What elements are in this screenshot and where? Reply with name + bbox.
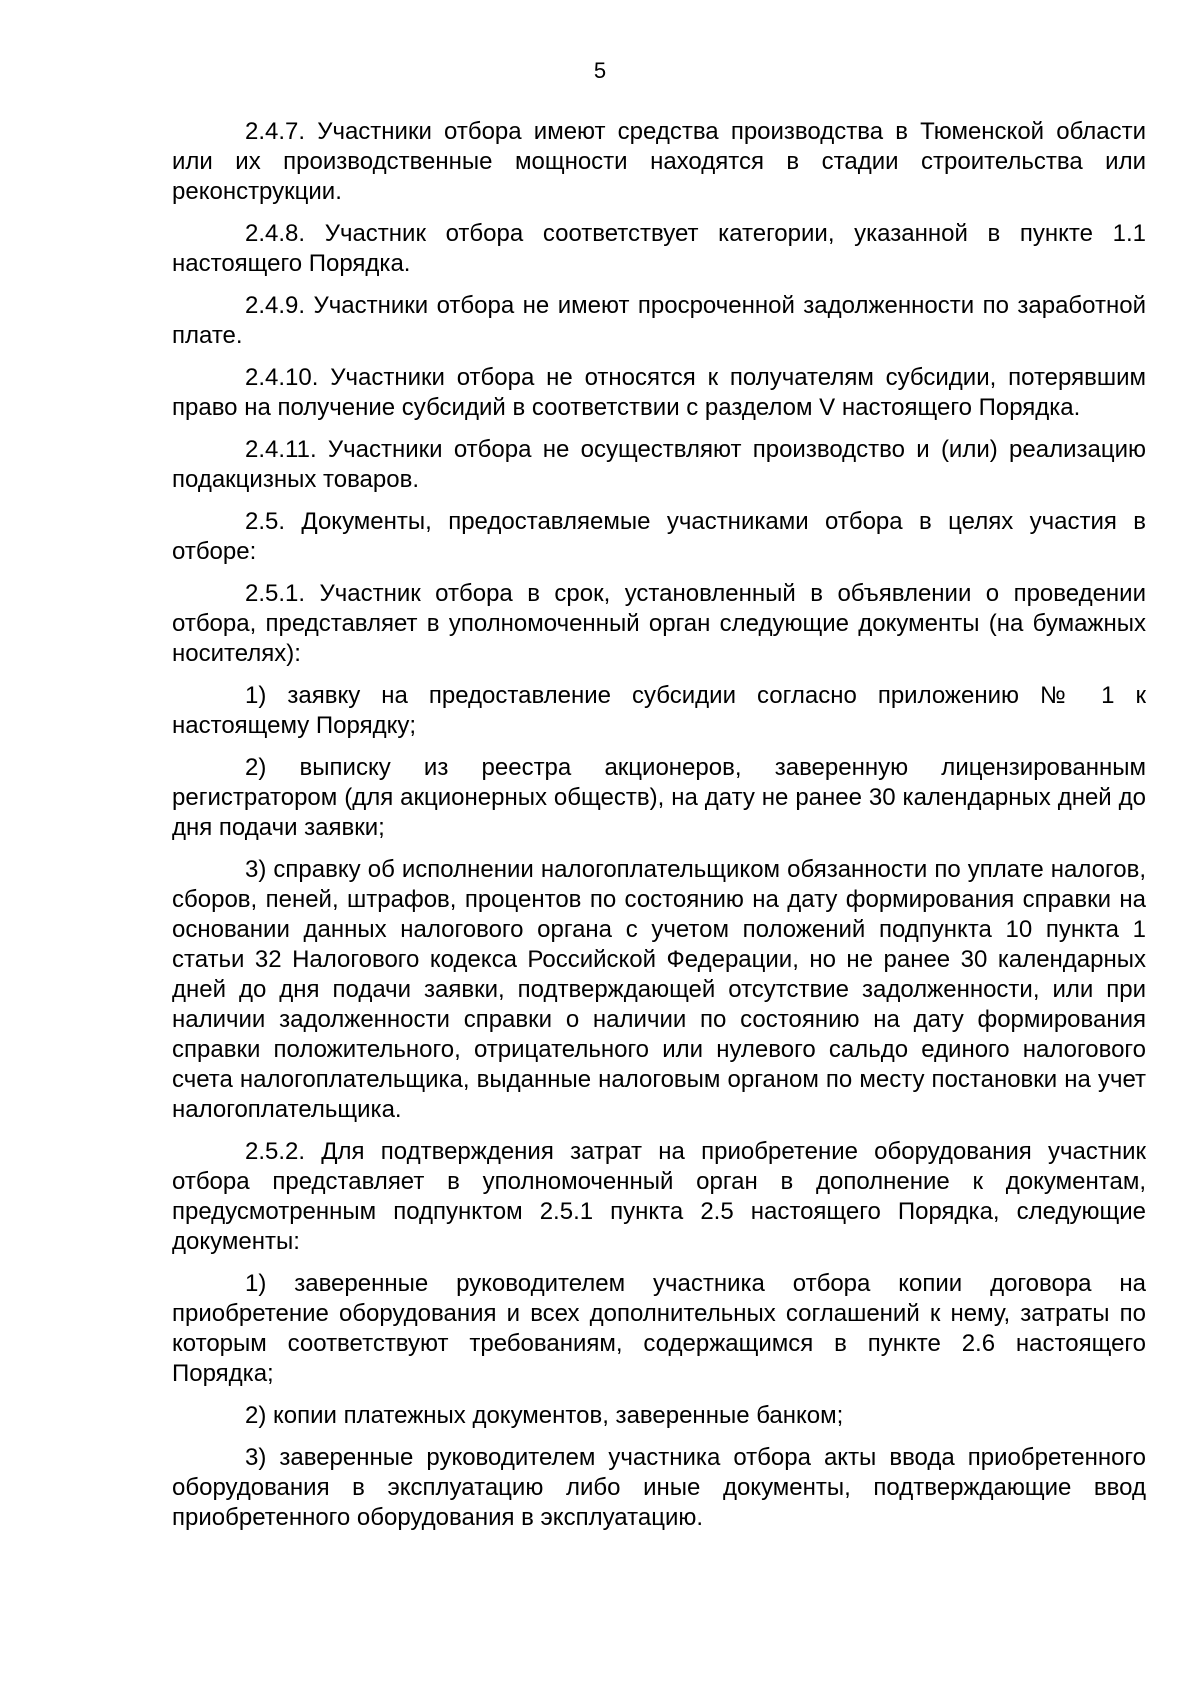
paragraph-2-5: 2.5. Документы, предоставляемые участниками отбора в целях участия в отборе: bbox=[172, 508, 1146, 565]
paragraph-2-5-2: 2.5.2. Для подтверждения затрат на приобретение оборудования участник отбора представляет в уполномоченный орган в дополнение к документам, предусмотренным подпунктом 2.5.1 пункта 2.5 настоящего Порядка, следующие документы: bbox=[172, 1138, 1146, 1255]
paragraph-2-5-1: 2.5.1. Участник отбора в срок, установленный в объявлении о проведении отбора, представляет в уполномоченный орган следующие документы (на бумажных носителях): bbox=[172, 580, 1146, 667]
page-number: 5 bbox=[593, 58, 607, 83]
list-item-2-5-2-3: 3) заверенные руководителем участника отбора акты ввода приобретенного оборудования в эксплуатацию либо иные документы, подтверждающие ввод приобретенного оборудования в эксплуатацию. bbox=[172, 1444, 1146, 1531]
list-item-2-5-1-1: 1) заявку на предоставление субсидии согласно приложению № 1 к настоящему Порядку; bbox=[172, 682, 1146, 739]
paragraph-2-4-7: 2.4.7. Участники отбора имеют средства производства в Тюменской области или их производственные мощности находятся в стадии строительства или реконструкции. bbox=[172, 118, 1146, 205]
list-item-2-5-2-1: 1) заверенные руководителем участника отбора копии договора на приобретение оборудования и всех дополнительных соглашений к нему, затраты по которым соответствуют требованиям, содержащимся в пункте 2.6 настоящего Порядка; bbox=[172, 1270, 1146, 1387]
paragraph-2-4-9: 2.4.9. Участники отбора не имеют просроченной задолженности по заработной плате. bbox=[172, 292, 1146, 349]
list-item-2-5-1-3: 3) справку об исполнении налогоплательщиком обязанности по уплате налогов, сборов, пеней, штрафов, процентов по состоянию на дату формирования справки на основании данных налогового органа с учетом положений подпункта 10 пункта 1 статьи 32 Налогового кодекса Российской Федерации, но не ранее 30 календарных дней до дня подачи заявки, подтверждающей отсутствие задолженности, или при наличии задолженности справки о наличии по состоянию на дату формирования справки положительного, отрицательного или нулевого сальдо единого налогового счета налогоплательщика, выданные налоговым органом по месту постановки на учет налогоплательщика. bbox=[172, 856, 1146, 1123]
paragraph-2-4-8: 2.4.8. Участник отбора соответствует категории, указанной в пункте 1.1 настоящего Порядка. bbox=[172, 220, 1146, 277]
document-body bbox=[172, 117, 1146, 1545]
list-item-2-5-2-2: 2) копии платежных документов, заверенные банком; bbox=[245, 1402, 844, 1429]
list-item-2-5-1-2: 2) выписку из реестра акционеров, заверенную лицензированным регистратором (для акционерных обществ), на дату не ранее 30 календарных дней до дня подачи заявки; bbox=[172, 754, 1146, 841]
paragraph-2-4-10: 2.4.10. Участники отбора не относятся к получателям субсидии, потерявшим право на получение субсидий в соответствии с разделом V настоящего Порядка. bbox=[172, 364, 1146, 421]
paragraph-2-4-11: 2.4.11. Участники отбора не осуществляют производство и (или) реализацию подакцизных товаров. bbox=[172, 436, 1146, 493]
